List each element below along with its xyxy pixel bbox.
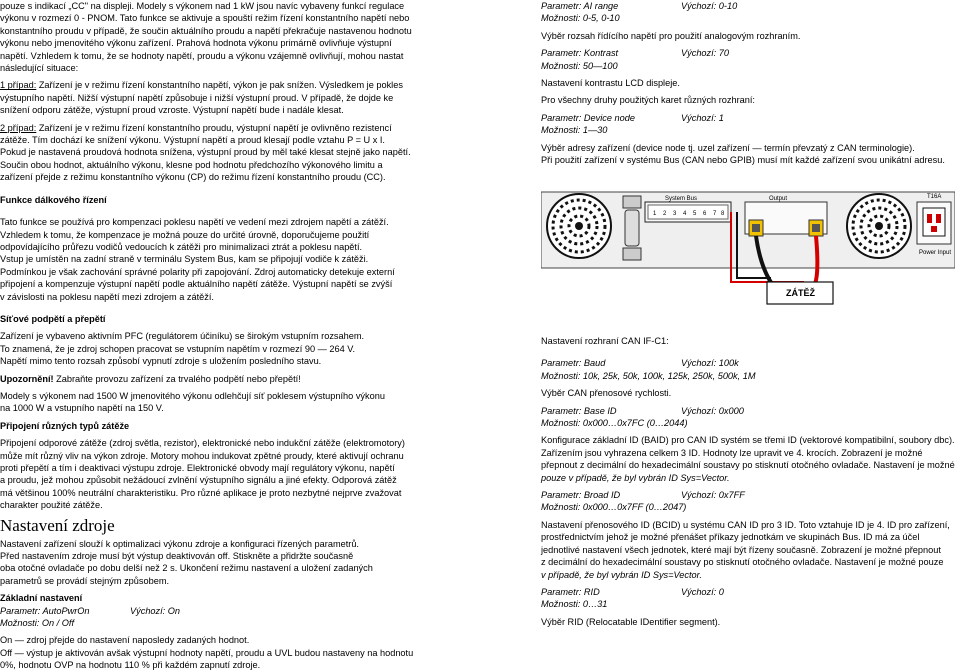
text-line: zařízení přejde z režimu konstantního výkonu (CP) do režimu řízení konstantního proudu (CC). — [0, 172, 386, 183]
text-line: Modely s výkonem nad 1500 W jmenovitého výkonu odlehčují síť poklesem výstupního výkonu — [0, 390, 385, 401]
text-line: napětí. Vzhledem k tomu, že se hodnoty napětí, proudu a výkonu vzájemně ovlivňují, mohou nastat — [0, 50, 404, 61]
text-line: Nastavení zařízení slouží k optimalizaci výkonu zdroje a konfiguraci řízených parametrů. — [0, 538, 359, 549]
text-line: Podmínkou je však zachování správné polarity při zapojování. Zdroj automaticky detekuje externí — [0, 266, 395, 277]
text-line: oba otočné ovladače po dobu delší než 2 s. Ukončení režimu nastavení a uložení zadaných — [0, 563, 373, 574]
param-name: Parametr: Broad ID — [541, 490, 621, 501]
param-options: Možnosti: 0-5, 0-10 — [541, 13, 620, 24]
text-line: Konfigurace základní ID (BAID) pro CAN ID systém se třemi ID (vektorové kompatibilní, soubory dbc). — [541, 435, 955, 446]
text-line: To znamená, že je zdroj schopen pracovat se vstupním napětím v rozmezí 90 — 264 V. — [0, 343, 356, 354]
text-line: 0%, hodnotu OVP na hodnotu 110 % při každém zapnutí zdroje. — [0, 660, 261, 671]
param-autopwron — [0, 605, 478, 617]
param-options: Možnosti: 0…31 — [541, 599, 608, 610]
text-line: Připojení odporové zátěže (zdroj světla, rezistor), elektronické nebo indukční zátěže (elektromotory) — [0, 438, 405, 449]
heading-basic: Základní nastavení — [0, 593, 83, 604]
text-line: proti přepětí a tím i deaktivaci výstupu zdroje. Elektronické obvody mají regulátory výkonu, napětí — [0, 463, 395, 473]
output-terminal-plus — [809, 220, 823, 236]
case1-paragraph — [0, 79, 478, 91]
param-name: Parametr: Base ID — [541, 405, 617, 416]
case2-paragraph — [0, 122, 478, 134]
text-line: Tato funkce se používá pro kompenzaci poklesu napětí ve vedení mezi zdrojem napětí a zátěží. — [0, 217, 389, 228]
text-line: Off — výstup je aktivován avšak výstupní hodnoty napětí, proudu a UVL budou nastaveny na hodnotu — [0, 647, 414, 658]
param-options: Možnosti: 50—100 — [541, 60, 618, 71]
text-line: následující situace: — [0, 63, 79, 74]
param-default: Výchozí: 100k — [681, 358, 739, 369]
param-options: Možnosti: On / Off — [0, 618, 75, 629]
text-line: Nastavení přenosového ID (BCID) u systému CAN ID pro 3 ID. Toto vztahuje ID je 4. ID pro zařízení, — [541, 519, 950, 530]
heading-mains: Síťové podpětí a přepětí — [0, 313, 106, 324]
can-title: Nastavení rozhraní CAN IF-C1: — [541, 336, 669, 346]
param-default: Výchozí: On — [130, 605, 181, 616]
left-column — [0, 0, 478, 672]
text-line: Výběr CAN přenosové rychlosti. — [541, 388, 672, 399]
text-line: pouze s indikací „CC" na displeji. Modely s výkonem nad 1 kW jsou navíc vybaveny funkcí regulace — [0, 1, 405, 11]
param-rid — [541, 586, 955, 598]
output-terminal-minus — [749, 220, 763, 236]
rear-panel-diagram — [541, 186, 955, 306]
param-options: Možnosti: 0x000…0x7FC (0…2044) — [541, 418, 688, 429]
text-line: Pokud je nastavená proudová hodnota snížena, výstupní proud by měl také klesat stejně jako napětí. — [0, 147, 411, 158]
text-line: pouze v případě, že byl vybrán ID Sys=Vector. — [541, 472, 730, 483]
text-line: může mít různý vliv na výkon zdroje. Motory mohou indukovat zpětné proudy, které aktivují ochranu — [0, 450, 404, 461]
text-line: odpovídajícího průřezu vodičů vedoucích k zátěži pro minimalizaci ztrát a poklesu napětí. — [0, 241, 363, 252]
pin-number: 6 — [703, 211, 707, 217]
text-line: Vzhledem k tomu, že kompenzace je možná pouze do určité úrovně, doporučujeme použití — [0, 229, 370, 240]
text-line: Výběr rozsah řídícího napětí pro použití analogovým rozhraním. — [541, 30, 801, 41]
param-name: Parametr: RID — [541, 586, 600, 597]
fuse-label: T16A — [927, 194, 942, 200]
text-line: jednotlivé nastavení všech jednotek, které mají být řízeny současně. Zobrazení je možné přepnout — [541, 544, 941, 555]
param-options: Možnosti: 10k, 25k, 50k, 100k, 125k, 250k, 500k, 1M — [541, 370, 756, 381]
text-line: snížení odporu zátěže, výstupní proud vzroste. Výstupní napětí bude i nadále klesat. — [0, 105, 344, 116]
text-line: prostřednictvím jehož je možné přenášet příkazy jednotkám ve skupinách Bus. ID má za účel — [541, 532, 920, 543]
text-line: z decimální do hexadecimální soustavy po stisknutí otočného ovladače. Nastavení je možné pouze — [541, 557, 944, 568]
text-span: Zařízení je v režimu řízení konstantního proudu, výstupní napětí je ovlivněno rezistencí — [36, 122, 392, 133]
pin-number: 7 — [713, 211, 717, 217]
text-line: na 1000 W a vstupního napětí na 150 V. — [0, 403, 164, 414]
param-name: Parametr: Kontrast — [541, 48, 619, 59]
fan-right-icon — [847, 194, 911, 258]
text-line: výkonu v rozmezí 0 - PNOM. Tato funkce se aktivuje a spouští režim řízení konstantního napětí nebo — [0, 13, 410, 24]
text-line: má většinou 100% neutrální charakteristiku. Pro různé aplikace je proto nezbytné nejprve zvažovat — [0, 487, 402, 498]
text-line: Při použití zařízení v systému Bus (CAN nebo GPIB) musí mít každé zařízení svou unikátní adresu. — [541, 155, 945, 166]
param-broad-id — [541, 489, 955, 501]
text-line: zátěže. Tím dochází ke snížení výkonu. Výstupní napětí a proud klesají podle vztahu P = U x I. — [0, 135, 385, 146]
pin-number: 4 — [683, 211, 687, 217]
param-options: Možnosti: 0x000…0x7FF (0…2047) — [541, 502, 687, 513]
text-line: a proudu, jež mohou způsobit nežádoucí zvlnění výstupního signálu a jiné efekty. Odporová zátěž — [0, 475, 397, 486]
param-name: Parametr: AI range — [541, 1, 619, 11]
pin-number: 3 — [673, 211, 677, 217]
param-default: Výchozí: 1 — [681, 112, 724, 123]
pin-number: 8 — [721, 211, 725, 217]
param-name: Parametr: Device node — [541, 112, 635, 123]
rear-panel-svg — [541, 186, 955, 306]
heading-remote: Funkce dálkového řízení — [0, 194, 107, 205]
text-line: Před nastavením zdroje musí být výstup deaktivován off. Stiskněte a přidržte současně — [0, 551, 354, 562]
text-span: Zabraňte provozu zařízení za trvalého podpětí nebo přepětí! — [53, 373, 301, 384]
text-line: Součin obou hodnot, aktuálního výkonu, klesne pod hodnotu předchozího výkonového limitu a — [0, 159, 383, 170]
param-default: Výchozí: 0 — [681, 586, 724, 597]
heading-loads: Připojení různých typů zátěže — [0, 420, 130, 431]
text-span: Zařízení je v režimu řízení konstantního napětí, výkon je pak snížen. Výsledkem je pokles — [36, 80, 403, 91]
load-label: ZÁTĚŽ — [786, 288, 815, 298]
param-baud — [541, 357, 955, 369]
pin-number: 1 — [653, 211, 657, 217]
system-bus-terminal — [645, 202, 731, 222]
warning-paragraph — [0, 373, 478, 385]
text-line: Zařízení je vybaveno aktivním PFC (regulátorem účiníku) se širokým vstupním rozsahem. — [0, 331, 365, 342]
param-default: Výchozí: 0x000 — [681, 405, 744, 416]
warning-label: Upozornění! — [0, 373, 54, 384]
param-ai-range — [541, 0, 955, 12]
param-device-node — [541, 112, 955, 124]
param-default: Výchozí: 0-10 — [681, 1, 738, 11]
text-line: On — zdroj přejde do nastavení naposledy zadaných hodnot. — [0, 635, 250, 646]
text-line: v případě, že byl vybrán ID Sys=Vector. — [541, 569, 702, 580]
fan-left-icon — [547, 194, 611, 258]
text-line: výstupního napětí. Nižší výstupní napětí způsobuje i nižší výstupní proud. V případě, že dojde ke — [0, 92, 394, 103]
output-label: Output — [769, 196, 788, 202]
param-base-id — [541, 405, 955, 417]
text-line: charakter použité zátěže. — [0, 500, 103, 511]
text-line: Výběr adresy zařízení (device node tj. uzel zařízení — termín převzatý z CAN terminologie). — [541, 142, 915, 153]
text-line: přepnout z decimální do hexadecimální soustavy po stisknutí otočného ovladače. Nastavení je možné — [541, 460, 955, 471]
text-line: připojení a kompenzuje výstupní napětí podle aktuálního napětí zátěže. Výstupní napětí se zvýší — [0, 279, 393, 290]
right-column-top — [541, 0, 955, 166]
param-name: Parametr: AutoPwrOn — [0, 605, 90, 616]
param-options: Možnosti: 1—30 — [541, 125, 608, 136]
case1-label: 1 případ: — [0, 80, 37, 91]
text-line: konstantního proudu v případě, že součin aktuálního proudu a napětí překračuje nastavenou hodnotu — [0, 25, 412, 36]
param-default: Výchozí: 70 — [681, 48, 730, 59]
param-default: Výchozí: 0x7FF — [681, 490, 745, 501]
case2-label: 2 případ: — [0, 122, 37, 133]
text-line: parametrů se provádí stejným způsobem. — [0, 575, 170, 586]
pin-number: 2 — [663, 211, 667, 217]
text-line: Výběr RID (Relocatable IDentifier segment). — [541, 616, 721, 627]
text-line: v závislosti na poklesu napětí mezi zdrojem a zátěží. — [0, 291, 214, 302]
text-line: Pro všechny druhy použitých karet různých rozhraní: — [541, 95, 755, 106]
right-column-bottom — [541, 335, 955, 628]
power-inlet — [917, 202, 951, 244]
param-contrast — [541, 47, 955, 59]
text-line: Vstup je umístěn na zadní straně v terminálu System Bus, kam se připojují vodiče k zátěži. — [0, 254, 369, 265]
pin-number: 5 — [693, 211, 697, 217]
db9-connector-icon — [623, 196, 641, 260]
system-bus-label: System Bus — [665, 196, 698, 202]
param-name: Parametr: Baud — [541, 358, 606, 369]
text-line: výkonu nebo jmenovitého výkonu zařízení. Prahová hodnota výkonu primárně ovlivňuje výstupní — [0, 38, 392, 49]
heading-setup: Nastavení zdroje — [0, 515, 115, 535]
text-line: Napětí mimo tento rozsah způsobí vypnutí zdroje s uložením posledního stavu. — [0, 356, 322, 367]
power-input-label: Power Input — [919, 250, 952, 256]
text-line: Nastavení kontrastu LCD displeje. — [541, 78, 680, 89]
text-line: Zařízením jsou vyhrazena celkem 3 ID. Hodnoty lze upravit ve 4. krocích. Zobrazení je možné — [541, 447, 923, 458]
